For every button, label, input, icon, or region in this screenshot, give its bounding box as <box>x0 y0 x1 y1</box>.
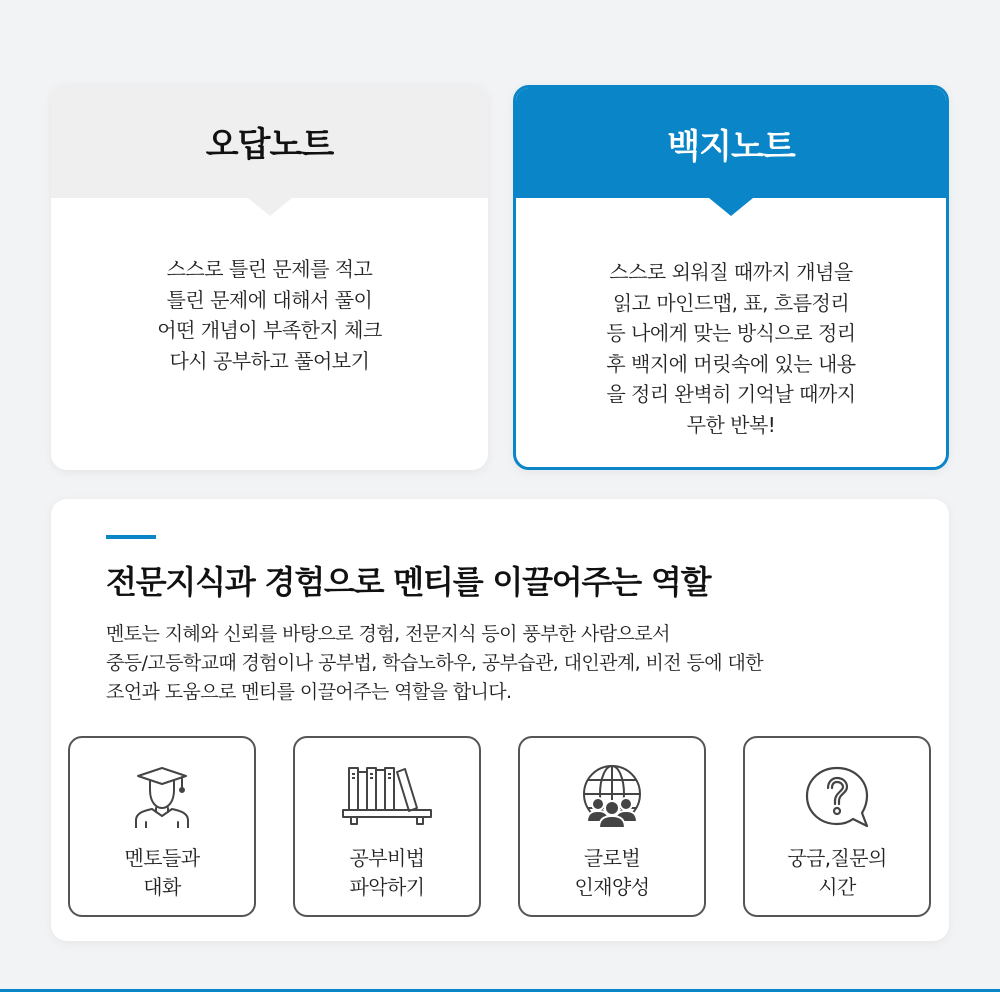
feature-question-time <box>743 736 931 917</box>
wrong-note-line: 스스로 틀린 문제를 적고 <box>166 257 373 281</box>
feature-label-line: 궁금,질문의 <box>787 846 887 870</box>
blank-note-line: 후 백지에 머릿속에 있는 내용 <box>606 351 856 376</box>
feature-label-line: 파악하기 <box>349 875 425 899</box>
blank-note-pointer <box>709 198 753 216</box>
mentor-role-description <box>106 620 763 707</box>
wrong-note-line: 어떤 개념이 부족한지 체크 <box>157 318 382 342</box>
mentor-role-title: 전문지식과 경험으로 멘티를 이끌어주는 역할 <box>106 563 711 601</box>
description-line: 조언과 도움으로 멘티를 이끌어주는 역할을 합니다. <box>106 681 512 703</box>
blank-note-card <box>513 85 949 470</box>
wrong-note-card <box>51 85 488 470</box>
feature-label-line: 대화 <box>143 875 181 899</box>
blank-note-body <box>516 198 946 440</box>
blank-note-title: 백지노트 <box>667 126 795 167</box>
graduate-icon <box>130 764 194 832</box>
mentor-role-card <box>51 499 949 941</box>
wrong-note-pointer <box>248 198 292 216</box>
blank-note-line: 을 정리 완벽히 기억날 때까지 <box>606 382 856 406</box>
feature-label-line: 인재양성 <box>574 875 650 899</box>
globe-people-icon <box>579 764 645 834</box>
title-accent-bar <box>106 535 156 539</box>
wrong-note-header <box>51 85 488 198</box>
feature-label-line: 글로벌 <box>583 846 641 870</box>
blank-note-header <box>516 88 946 198</box>
feature-label-line: 시간 <box>818 875 856 899</box>
wrong-note-line: 틀린 문제에 대해서 풀이 <box>166 287 373 312</box>
blank-note-line: 스스로 외워질 때까지 개념을 <box>609 260 853 284</box>
description-line: 멘토는 지혜와 신뢰를 바탕으로 경험, 전문지식 등이 풍부한 사람으로서 <box>106 623 670 645</box>
feature-mentor-talk <box>68 736 256 917</box>
feature-label-line: 멘토들과 <box>124 846 200 870</box>
feature-label <box>70 844 254 902</box>
wrong-note-title: 오답노트 <box>205 125 334 165</box>
wrong-note-line: 다시 공부하고 풀어보기 <box>169 348 370 373</box>
feature-label <box>295 844 479 902</box>
description-line: 중등/고등학교때 경험이나 공부법, 학습노하우, 공부습관, 대인관계, 비전 등에 대한 <box>106 652 763 674</box>
feature-label <box>745 844 929 902</box>
question-bubble-icon <box>803 764 871 834</box>
feature-study-method <box>293 736 481 917</box>
feature-label-line: 공부비법 <box>349 846 425 870</box>
feature-label <box>520 844 704 902</box>
blank-note-line: 무한 반복! <box>686 412 776 437</box>
blank-note-line: 읽고 마인드맵, 표, 흐름정리 <box>612 290 850 315</box>
wrong-note-body <box>51 198 488 376</box>
bookshelf-icon <box>341 764 433 832</box>
feature-global-talent <box>518 736 706 917</box>
blank-note-line: 등 나에게 맞는 방식으로 정리 <box>606 321 856 345</box>
